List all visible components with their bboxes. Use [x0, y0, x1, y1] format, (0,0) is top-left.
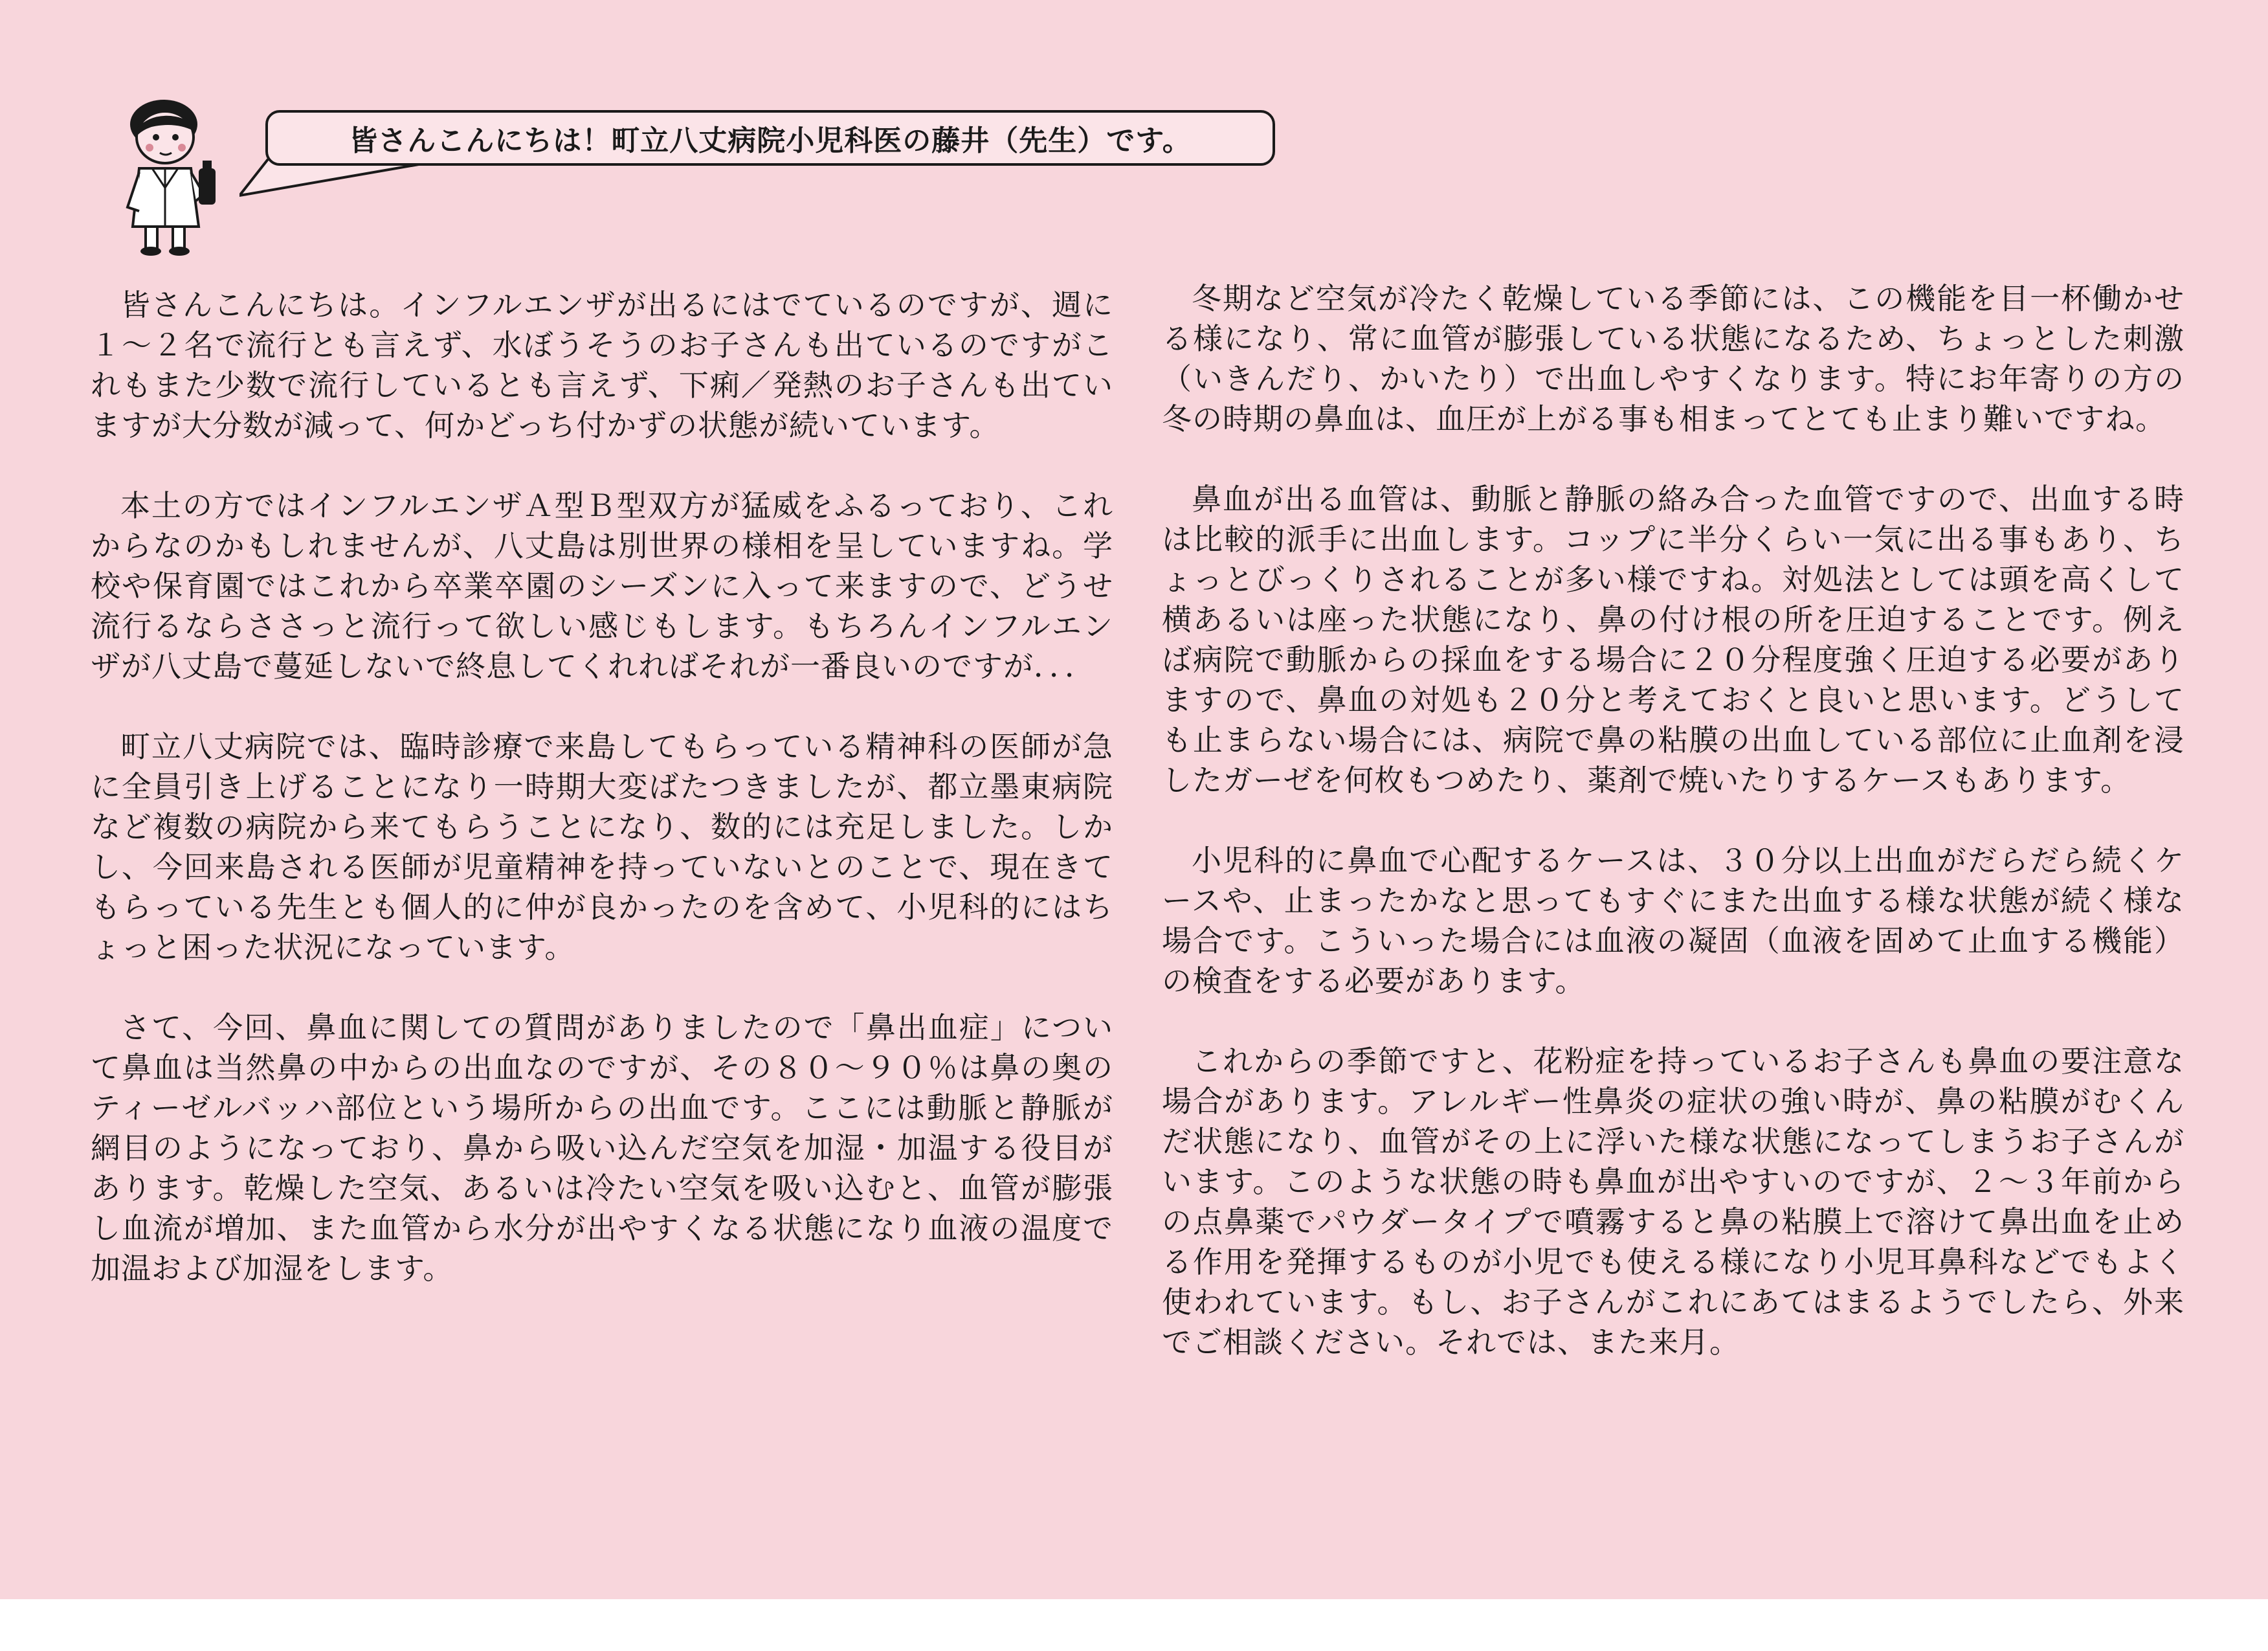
- left-paragraph-1: 皆さんこんにちは。インフルエンザが出るにはでているのですが、週に１～２名で流行とも言えず、水ぼうそうのお子さんも出ているのですがこれもまた少数で流行しているとも言えず、下痢／発熱のお子さんも出ていますが大分数が減って、何かどっち付かずの状態が続いています。: [91, 287, 1113, 443]
- right-column: [1162, 278, 2185, 1362]
- right-paragraph-1: 冬期など空気が冷たく乾燥している季節には、この機能を目一杯働かせる様になり、常に血管が膨張している状態になるため、ちょっとした刺激（いきんだり、かいたり）で出血しやすくなります。特にお年寄りの方の冬の時期の鼻血は、血圧が上がる事も相まってとても止まり難いですね。: [1162, 281, 2185, 436]
- greeting-text: 皆さんこんにちは！町立八丈病院小児科医の藤井（先生）です。: [349, 124, 1192, 157]
- greeting-speech-bubble: [265, 110, 1275, 166]
- right-paragraph-4: これからの季節ですと、花粉症を持っているお子さんも鼻血の要注意な場合があります。アレルギー性鼻炎の症状の強い時が、鼻の粘膜がむくんだ状態になり、血管がその上に浮いた様な状態になってしまうお子さんがいます。このような状態の時も鼻血が出やすいのですが、２～３年前からの点鼻薬でパウダータイプで噴霧すると鼻の粘膜上で溶けて鼻出血を止める作用を発揮するものが小児でも使える様になり小児耳鼻科などでもよく使われています。もし、お子さんがこれにあてはまるようでしたら、外来でご相談ください。それでは、また来月。: [1162, 1044, 2185, 1360]
- doctor-mascot-icon: [113, 97, 230, 259]
- left-paragraph-3: 町立八丈病院では、臨時診療で来島してもらっている精神科の医師が急に全員引き上げることになり一時期大変ばたつきましたが、都立墨東病院など複数の病院から来てもらうことになり、数的には充足しました。しかし、今回来島される医師が児童精神を持っていないとのことで、現在きてもらっている先生とも個人的に仲が良かったのを含めて、小児科的にはちょっと困った状況になっています。: [91, 729, 1113, 965]
- left-paragraph-4: さて、今回、鼻血に関しての質問がありましたので「鼻出血症」について鼻血は当然鼻の中からの出血なのですが、その８０～９０％は鼻の奥のティーゼルバッハ部位という場所からの出血です。ここには動脈と静脈が網目のようになっており、鼻から吸い込んだ空気を加湿・加温する役目があります。乾燥した空気、あるいは冷たい空気を吸い込むと、血管が膨張し血流が増加、また血管から水分が出やすくなる状態になり血液の温度で加温および加湿をします。: [91, 1010, 1113, 1286]
- left-column: [91, 285, 1113, 1288]
- right-paragraph-2: 鼻血が出る血管は、動脈と静脈の絡み合った血管ですので、出血する時は比較的派手に出血します。コップに半分くらい一気に出る事もあり、ちょっとびっくりされることが多い様ですね。対処法としては頭を高くして横あるいは座った状態になり、鼻の付け根の所を圧迫することです。例えば病院で動脈からの採血をする場合に２０分程度強く圧迫する必要がありますので、鼻血の対処も２０分と考えておくと良いと思います。どうしても止まらない場合には、病院で鼻の粘膜の出血している部位に止血剤を浸したガーゼを何枚もつめたり、薬剤で焼いたりするケースもあります。: [1162, 482, 2185, 798]
- right-paragraph-3: 小児科的に鼻血で心配するケースは、３０分以上出血がだらだら続くケースや、止まったかなと思ってもすぐにまた出血する様な状態が続く様な場合です。こういった場合には血液の凝固（血液を固めて止血する機能）の検査をする必要があります。: [1162, 843, 2185, 998]
- left-paragraph-2: 本土の方ではインフルエンザＡ型Ｂ型双方が猛威をふるっており、これからなのかもしれませんが、八丈島は別世界の様相を呈していますね。学校や保育園ではこれから卒業卒園のシーズンに入って来ますので、どうせ流行るならささっと流行って欲しい感じもします。もちろんインフルエンザが八丈島で蔓延しないで終息してくれればそれが一番良いのですが．．．: [91, 488, 1113, 684]
